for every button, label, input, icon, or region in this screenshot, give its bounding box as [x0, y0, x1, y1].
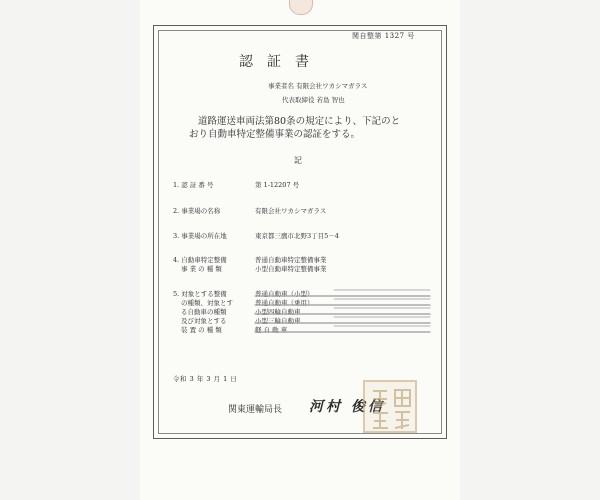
body-text-line-2: おり自動車特定整備事業の認証をする。 — [189, 129, 361, 140]
issuer-name: 河村 俊信 — [309, 399, 385, 415]
representative: 代表取締役 若島 智也 — [282, 96, 345, 104]
item5-label-line3: る自動車の種類 — [181, 308, 227, 316]
item5-label-line2: の種類、対象とす — [181, 299, 233, 307]
item3-label: 3. 事業場の所在地 — [173, 232, 227, 240]
item5-label-line4: 及び対象とする — [181, 317, 227, 325]
ki-heading: 記 — [294, 156, 302, 165]
item5-value-line4: 小型三輪自動車 — [255, 317, 301, 325]
item5-value-line3: 小型四輪自動車 — [255, 308, 301, 316]
item1-label: 1. 認 証 番 号 — [173, 181, 214, 189]
item4-value-line2: 小型自動車特定整備事業 — [255, 265, 327, 273]
registration-number: 関自整第 1327 号 — [352, 32, 415, 40]
official-seal-stamp — [363, 380, 417, 433]
item2-value: 有限会社ワカシマガラス — [255, 207, 327, 215]
business-name: 事業者名 有限会社ワカシマガラス — [268, 82, 368, 90]
item1-value: 第 1-12207 号 — [255, 181, 300, 189]
item5-label-line1: 5. 対象とする整備 — [173, 290, 227, 298]
issue-date: 令和 3 年 3 月 1 日 — [173, 375, 238, 383]
document-title: 認証書 — [239, 54, 323, 70]
item5-value-line1: 普通自動車（小型） — [255, 290, 314, 298]
item4-value-line1: 普通自動車特定整備事業 — [255, 256, 327, 264]
item5-value-line5: 軽 自 動 車 — [255, 326, 288, 334]
item3-value: 東京都三鷹市北野3丁目5－4 — [255, 232, 339, 240]
item5-label-line5: 装 置 の 種 類 — [181, 326, 222, 334]
issuer-title: 関東運輸局長 — [228, 405, 283, 415]
item5-value-line2: 普通自動車（乗用） — [255, 299, 314, 307]
body-text-line-1: 道路運送車両法第80条の規定により、下記のと — [198, 116, 401, 127]
item4-label-line1: 4. 自動車特定整備 — [173, 256, 227, 264]
item4-label-line2: 事 業 の 種 類 — [181, 265, 222, 273]
item2-label: 2. 事業場の名称 — [173, 207, 221, 215]
